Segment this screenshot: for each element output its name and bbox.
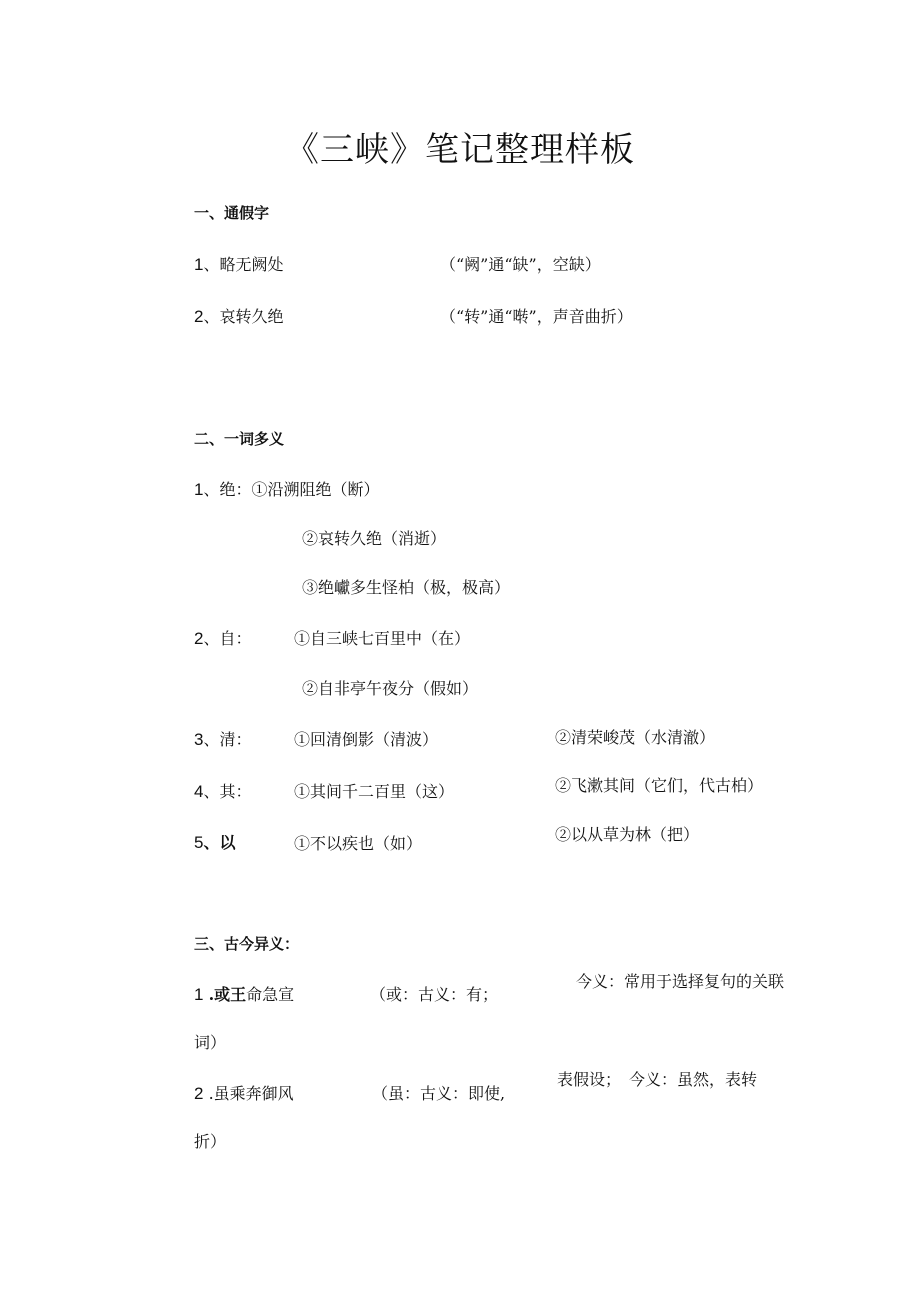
item-label: 、其： (203, 782, 252, 801)
item-separator: 、 (203, 307, 220, 326)
item-number: 1 (194, 480, 204, 499)
sense: ②以从草为林（把） (555, 825, 700, 844)
wrapped-text: 词） (194, 1033, 227, 1052)
item-text: 虽乘奔御风 (213, 1084, 294, 1103)
sense: ①沿溯阻绝（断） (251, 480, 380, 499)
item-text: 命急宣 (246, 985, 295, 1004)
section-heading-tongjiazi: 一、通假字 (194, 204, 270, 222)
item-number: 2 (194, 629, 204, 648)
list-item (194, 730, 251, 750)
item-number: 1 (194, 985, 204, 1004)
item-number: 3 (194, 730, 204, 749)
item-label: 、以 (203, 833, 236, 852)
sense: ①回清倒影（清波） (294, 730, 439, 749)
item-label: 、绝： (203, 480, 252, 499)
wrapped-text: 折） (194, 1132, 227, 1151)
item-number: 5 (194, 833, 204, 852)
item-separator: 、 (203, 255, 220, 274)
sense: ①不以疾也（如） (294, 834, 423, 853)
sense: ②自非亭午夜分（假如） (302, 679, 479, 698)
item-bold-word: 或王 (214, 985, 247, 1004)
sense: ②清荣峻茂（水清澈） (555, 728, 716, 747)
list-item (194, 255, 284, 275)
item-label: 、自： (203, 629, 252, 648)
item-prefix: . (208, 1084, 214, 1103)
modern-meaning: 表假设； 今义：虽然，表转 (557, 1070, 758, 1089)
item-note: （“阙”通“缺”，空缺） (440, 255, 601, 274)
ancient-meaning: （虽：古义：即使, (372, 1084, 506, 1103)
list-item (194, 307, 284, 327)
modern-meaning: 今义：常用于选择复句的关联 (576, 972, 785, 991)
sense: ①其间千二百里（这） (294, 782, 455, 801)
item-number: 2 (194, 307, 204, 326)
sense: ②飞漱其间（它们，代古柏） (555, 776, 764, 795)
sense: ①自三峡七百里中（在） (294, 629, 471, 648)
list-item (194, 629, 251, 649)
section-heading-gujinyiyi: 三、古今异义： (194, 935, 300, 953)
list-item (194, 833, 235, 853)
item-text: 略无阙处 (219, 255, 284, 274)
item-prefix: . (208, 985, 215, 1004)
item-label: 、清： (203, 730, 252, 749)
sense: ②哀转久绝（消逝） (302, 529, 447, 548)
item-note: （“转”通“啭”，声音曲折） (440, 307, 633, 326)
list-item (194, 1084, 294, 1104)
section-heading-yiciduoyi: 二、一词多义 (194, 430, 285, 448)
item-number: 4 (194, 782, 204, 801)
item-number: 2 (194, 1084, 204, 1103)
sense: ③绝巘多生怪柏（极，极高） (302, 578, 511, 597)
list-item (194, 985, 294, 1005)
page-title: 《三峡》笔记整理样板 (285, 130, 635, 170)
list-item (194, 480, 380, 500)
item-text: 哀转久绝 (219, 307, 284, 326)
item-number: 1 (194, 255, 204, 274)
ancient-meaning: （或：古义：有； (370, 985, 499, 1004)
list-item (194, 782, 251, 802)
